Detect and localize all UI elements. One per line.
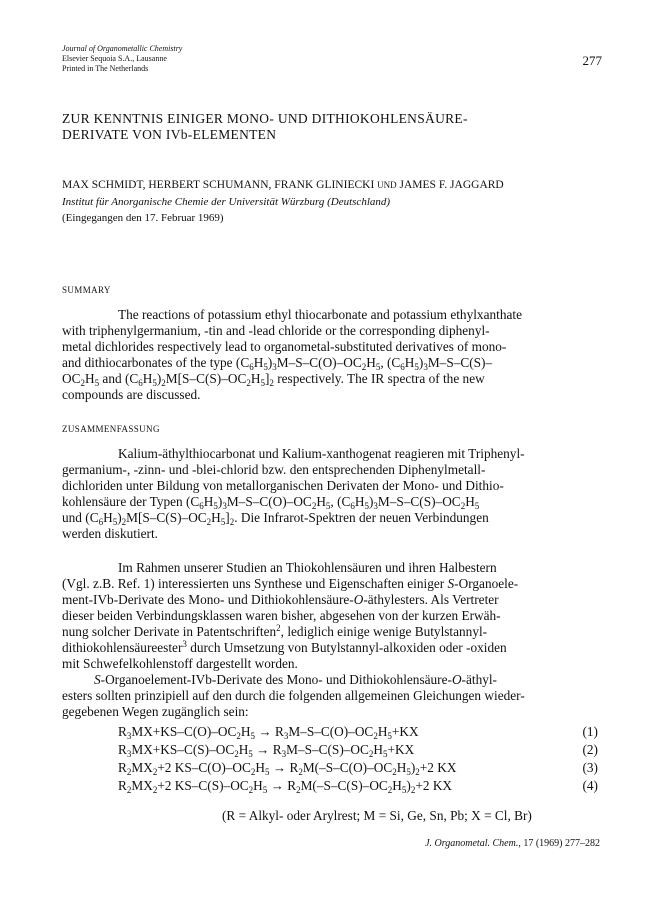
zusammenfassung-heading: ZUSAMMENFASSUNG: [62, 424, 160, 434]
equation-4: $R_2MX_2+2$ $KS-C(S)-OC_2H_5 \to R_2M(-S-C(S)-OC_2H_5)_2+2$ KX: [118, 778, 453, 795]
equation-row: [62, 760, 598, 778]
page-number: 277: [582, 53, 602, 68]
equation-row: [62, 742, 598, 760]
received-date: (Eingegangen den 17. Februar 1969): [62, 212, 224, 224]
affiliation: Institut für Anorganische Chemie der Universität Würzburg (Deutschland): [62, 196, 391, 208]
text-line: esters sollten prinzipiell auf den durch die folgenden allgemeinen Gleichungen wieder-: [62, 688, 525, 703]
text-line: $OC_2H_5$ and $(C_6H_5)_2M[S-C(S)-OC_2H_5]_2$ respectively. The IR spectra of the new: [62, 371, 485, 388]
equation-number: (3): [582, 760, 598, 775]
text-line: nung solcher Derivate in Patentschriften$^2$, lediglich einige wenige Butylstannyl-: [62, 623, 488, 639]
text-line: werden diskutiert.: [62, 526, 159, 541]
text-line: dithiokohlensäureester$^3$ durch Umsetzung von Butylstannyl-alkoxiden oder -oxiden: [62, 639, 507, 655]
author-conjunction: UND: [377, 180, 397, 190]
text-line: and dithiocarbonates of the type $(C_6H_5)_3M-S-C(O)-OC_2H_5$, $(C_6H_5)_3M-S-C(S)-$: [62, 355, 493, 372]
author-last: JAMES F. JAGGARD: [399, 179, 504, 191]
journal-name: Journal of Organometallic Chemistry: [62, 44, 183, 53]
text-line: und $(C_6H_5)_2M[S-C(S)-OC_2H_5]_2$. Die Infrarot-Spektren der neuen Verbindungen: [62, 510, 489, 527]
equation-number: (2): [582, 742, 598, 757]
text-line: compounds are discussed.: [62, 387, 201, 402]
equation-2: $R_3MX+KS-C(S)-OC_2H_5 \to R_3M-S-C(S)-OC_2H_5+KX$: [118, 742, 415, 759]
equation-legend: (R = Alkyl- oder Arylrest; M = Si, Ge, Sn, Pb; X = Cl, Br): [222, 808, 532, 823]
equation-row: [62, 724, 598, 742]
text-line: dieser beiden Verbindungsklassen waren bisher, abgesehen von der kurzen Erwäh-: [62, 608, 501, 623]
text-line: metal dichlorides respectively lead to organometal-substituted derivatives of mono-: [62, 339, 507, 354]
publisher: Elsevier Sequoia S.A., Lausanne: [62, 54, 167, 63]
equation-1: $R_3MX+KS-C(O)-OC_2H_5 \to R_3M-S-C(O)-OC_2H_5+KX$: [118, 724, 419, 741]
text-line: mit Schwefelkohlenstoff dargestellt worden.: [62, 656, 298, 671]
summary-heading: SUMMARY: [62, 285, 111, 295]
text-line: ment-IVb-Derivate des Mono- und Dithiokohlensäure-O-äthylesters. Als Vertreter: [62, 592, 499, 607]
text-line: (Vgl. z.B. Ref. 1) interessierten uns Synthese und Eigenschaften einiger S-Organoele-: [62, 576, 519, 591]
equation-number: (4): [582, 778, 598, 793]
text-line: Kalium-äthylthiocarbonat und Kalium-xanthogenat reagieren mit Triphenyl-: [118, 446, 525, 461]
text-line: germanium-, -zinn- und -blei-chlorid bzw. den entsprechenden Diphenylmetall-: [62, 462, 486, 477]
printed-location: Printed in The Netherlands: [62, 64, 149, 73]
equation-3: $R_2MX_2+2$ $KS-C(O)-OC_2H_5 \to R_2M(-S-C(O)-OC_2H_5)_2+2$ KX: [118, 760, 457, 777]
body-paragraph-equations-intro: [62, 672, 598, 720]
footer-journal: J. Organometal. Chem.: [425, 838, 519, 849]
text-line: S-Organoelement-IVb-Derivate des Mono- und Dithiokohlensäure-O-äthyl-: [94, 672, 497, 687]
text-line: gegebenen Wegen zugänglich sein:: [62, 704, 249, 719]
footer-reference: , 17 (1969) 277–282: [518, 838, 600, 849]
masthead: [62, 44, 182, 74]
title-line: ZUR KENNTNIS EINIGER MONO- UND DITHIOKOHLENSÄURE-: [62, 111, 468, 126]
equation-block: [62, 724, 598, 796]
text-line: The reactions of potassium ethyl thiocarbonate and potassium ethylxanthate: [118, 307, 522, 322]
title-line: DERIVATE VON IVb-ELEMENTEN: [62, 127, 277, 142]
summary-paragraph: [62, 307, 598, 403]
article-title: [62, 111, 602, 143]
body-paragraph-intro: [62, 560, 598, 672]
footer-citation: [425, 838, 600, 849]
zusammenfassung-paragraph: [62, 446, 598, 542]
author-names: MAX SCHMIDT, HERBERT SCHUMANN, FRANK GLINIECKI: [62, 179, 375, 191]
equation-row: [62, 778, 598, 796]
author-list: [62, 179, 504, 191]
text-line: dichloriden unter Bildung von metallorganischen Derivaten der Mono- und Dithio-: [62, 478, 504, 493]
equation-number: (1): [582, 724, 598, 739]
text-line: Im Rahmen unserer Studien an Thiokohlensäuren und ihren Halbestern: [118, 560, 497, 575]
text-line: with triphenylgermanium, -tin and -lead chloride or the corresponding diphenyl-: [62, 323, 490, 338]
text-line: kohlensäure der Typen $(C_6H_5)_3M-S-C(O)-OC_2H_5$, $(C_6H_5)_3M-S-C(S)-OC_2H_5$: [62, 494, 480, 511]
